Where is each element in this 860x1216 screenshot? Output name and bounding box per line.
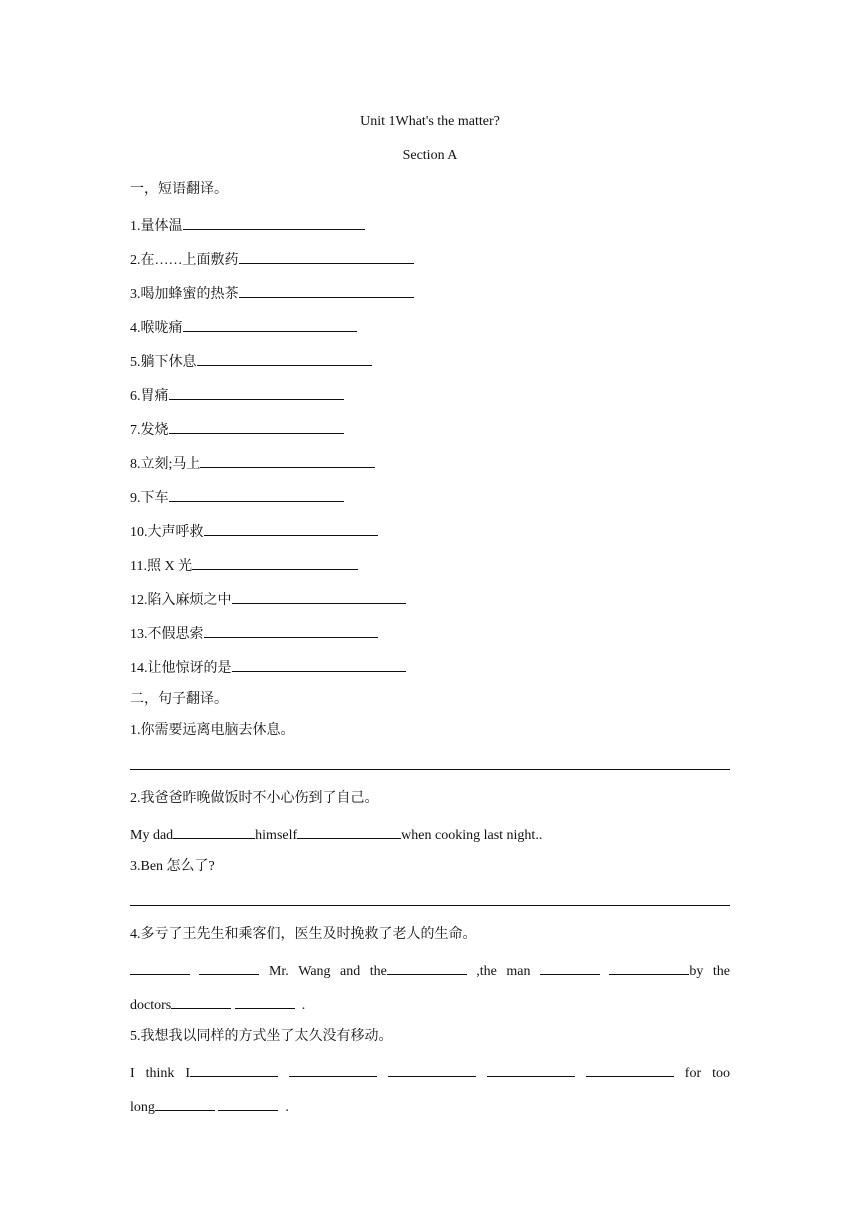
phrase-item-11: 11.照 X 光 <box>130 555 358 576</box>
answer-blank[interactable] <box>204 623 378 638</box>
part1-heading: 一，短语翻译。 <box>130 182 228 197</box>
phrase-item-5: 5.躺下休息 <box>130 351 372 372</box>
answer-blank[interactable] <box>197 351 372 366</box>
phrase-item-3: 3.喝加蜂蜜的热茶 <box>130 283 414 304</box>
answer-blank[interactable] <box>232 657 406 672</box>
sentence-question-4: 4.多亏了王先生和乘客们，医生及时挽救了老人的生命。 <box>130 927 477 942</box>
answer-blank[interactable] <box>297 824 401 839</box>
phrase-item-1: 1.量体温 <box>130 215 365 236</box>
answer-blank[interactable] <box>289 1062 377 1077</box>
answer-blank[interactable] <box>235 994 295 1009</box>
answer-blank[interactable] <box>609 960 689 975</box>
answer-blank[interactable] <box>183 215 365 230</box>
phrase-item-12: 12.陷入麻烦之中 <box>130 589 406 610</box>
answer-blank[interactable] <box>130 960 190 975</box>
section-title: Section A <box>402 148 458 163</box>
answer-blank[interactable] <box>169 419 344 434</box>
sentence-question-1: 1.你需要远离电脑去休息。 <box>130 723 295 738</box>
sentence-question-5: 5.我想我以同样的方式坐了太久没有移动。 <box>130 1029 393 1044</box>
sentence-fill-4-line-2: doctors . <box>130 994 305 1015</box>
answer-blank[interactable] <box>239 249 414 264</box>
phrase-item-14: 14.让他惊讶的是 <box>130 657 406 678</box>
sentence-fill-4-line-1: Mr. Wang and the ,the man by the <box>130 960 730 981</box>
sentence-question-3: 3.Ben 怎么了? <box>130 859 215 874</box>
answer-blank[interactable] <box>239 283 414 298</box>
phrase-item-10: 10.大声呼救 <box>130 521 378 542</box>
answer-blank[interactable] <box>387 960 467 975</box>
answer-blank[interactable] <box>192 555 358 570</box>
answer-blank[interactable] <box>190 1062 278 1077</box>
answer-blank[interactable] <box>487 1062 575 1077</box>
part2-heading: 二，句子翻译。 <box>130 692 228 707</box>
answer-blank[interactable] <box>169 385 344 400</box>
answer-blank[interactable] <box>169 487 344 502</box>
answer-blank[interactable] <box>540 960 600 975</box>
page-title: Unit 1What's the matter? <box>360 114 500 129</box>
phrase-item-2: 2.在……上面敷药 <box>130 249 414 270</box>
answer-blank[interactable] <box>183 317 357 332</box>
sentence-question-2: 2.我爸爸昨晚做饭时不小心伤到了自己。 <box>130 791 379 806</box>
answer-blank[interactable] <box>218 1096 278 1111</box>
answer-line[interactable] <box>130 769 730 770</box>
answer-blank[interactable] <box>155 1096 215 1111</box>
answer-blank[interactable] <box>173 824 255 839</box>
phrase-item-7: 7.发烧 <box>130 419 344 440</box>
answer-blank[interactable] <box>204 521 378 536</box>
answer-blank[interactable] <box>200 453 375 468</box>
answer-line[interactable] <box>130 905 730 906</box>
answer-blank[interactable] <box>232 589 406 604</box>
sentence-fill-5-line-2: long . <box>130 1096 289 1117</box>
sentence-fill-2: My dad himself when cooking last night.. <box>130 824 542 845</box>
answer-blank[interactable] <box>586 1062 674 1077</box>
answer-blank[interactable] <box>199 960 259 975</box>
phrase-item-4: 4.喉咙痛 <box>130 317 357 338</box>
answer-blank[interactable] <box>388 1062 476 1077</box>
answer-blank[interactable] <box>171 994 231 1009</box>
phrase-item-9: 9.下车 <box>130 487 344 508</box>
phrase-item-8: 8.立刻;马上 <box>130 453 375 474</box>
sentence-fill-5-line-1: I think I for too <box>130 1062 730 1083</box>
phrase-item-13: 13.不假思索 <box>130 623 378 644</box>
phrase-item-6: 6.胃痛 <box>130 385 344 406</box>
